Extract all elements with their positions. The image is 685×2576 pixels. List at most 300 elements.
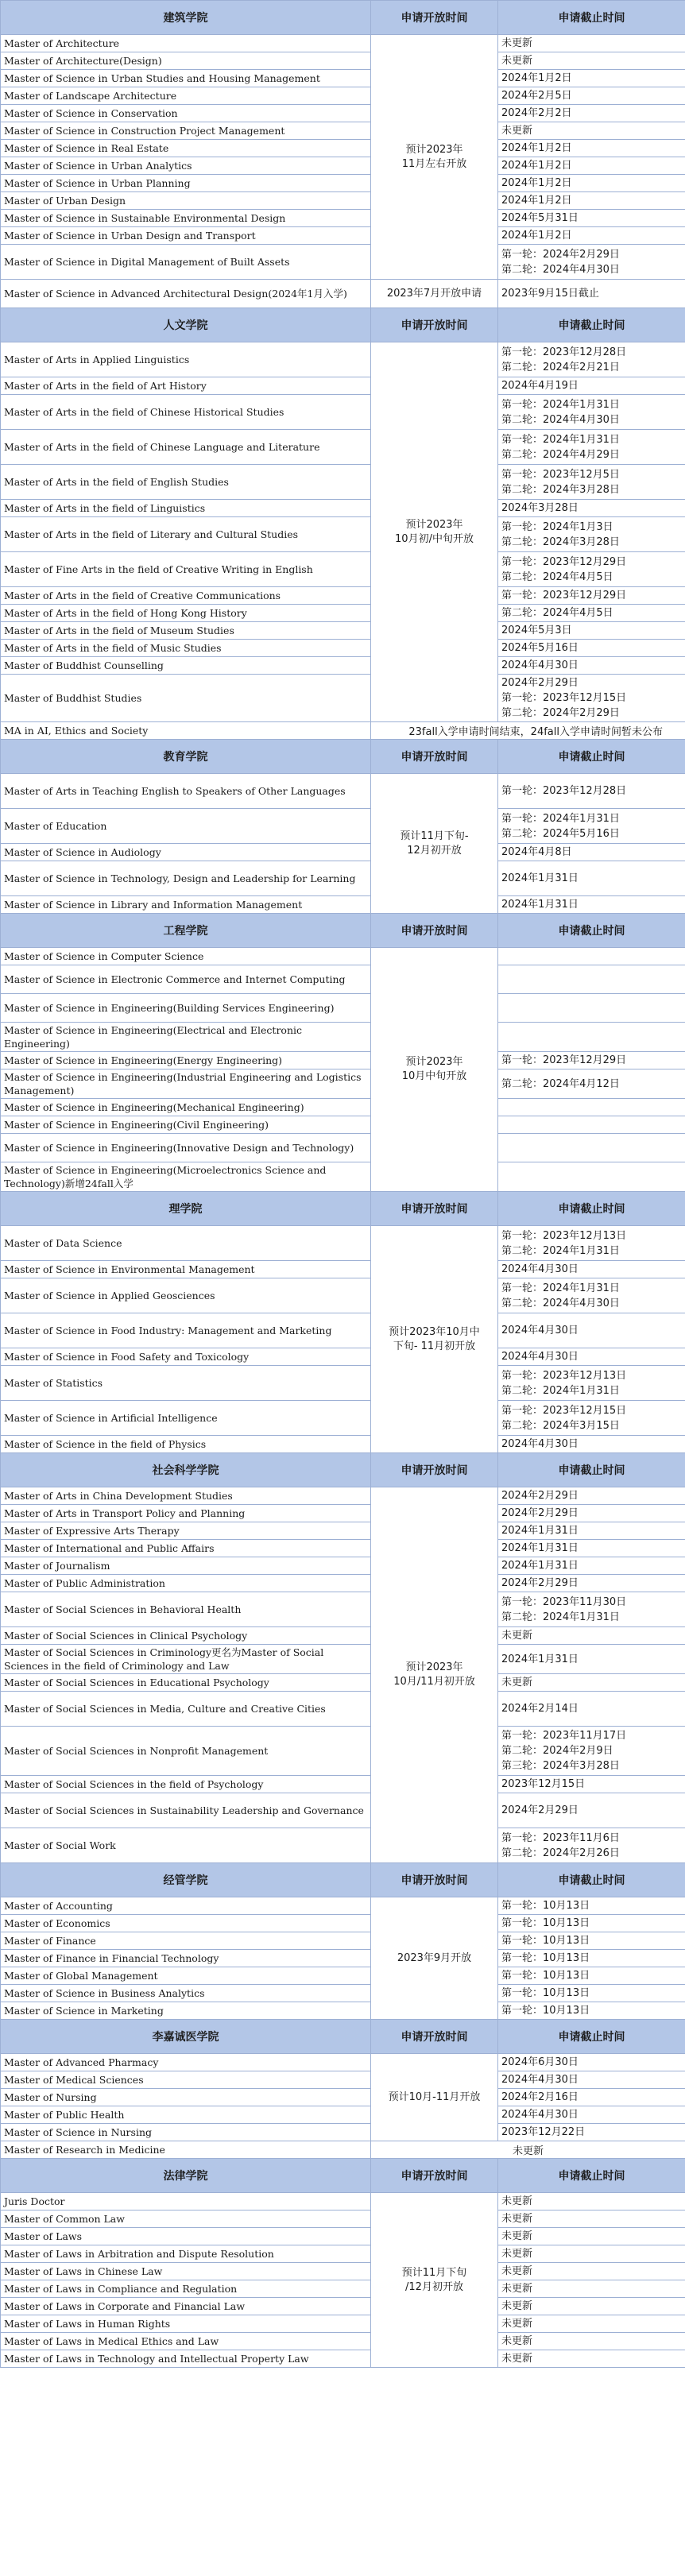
deadline-line: 第一轮：2023年12月15日 — [501, 692, 627, 704]
deadline-line: 2024年5月16日 — [501, 642, 579, 654]
deadline-line: 第二轮：2024年2月9日 — [501, 1745, 613, 1757]
deadline-line: 2024年2月29日 — [501, 1804, 579, 1816]
deadline — [498, 2193, 685, 2210]
deadline — [498, 1278, 685, 1313]
program-row — [1, 245, 685, 280]
program-row — [1, 809, 685, 844]
program-name: Master of Economics — [1, 1915, 371, 1932]
program-name: Master of Science in Engineering(Industrial Engineering and Logistics Management) — [1, 1069, 371, 1099]
deadline — [498, 1261, 685, 1278]
program-name: Master of Arts in the field of Museum Studies — [1, 622, 371, 640]
program-name: Master of Social Sciences in Educational Psychology — [1, 1674, 371, 1692]
deadline-line: 第三轮：2024年3月28日 — [501, 1760, 620, 1772]
program-name: Master of Arts in the field of Linguistics — [1, 500, 371, 517]
program-row — [1, 1557, 685, 1575]
open-time-line: /12月初开放 — [405, 2280, 463, 2293]
program-row — [1, 377, 685, 395]
deadline — [498, 1645, 685, 1674]
program-name: Master of Expressive Arts Therapy — [1, 1522, 371, 1540]
deadline — [498, 640, 685, 657]
deadline-line: 第一轮：10月13日 — [501, 1917, 590, 1929]
section-header-row — [1, 1, 685, 35]
deadline-line: 2024年2月29日 — [501, 1507, 579, 1519]
deadline — [498, 861, 685, 896]
deadline — [498, 1575, 685, 1592]
program-name: Master of Science in Real Estate — [1, 140, 371, 157]
program-name: Master of Arts in the field of Hong Kong History — [1, 605, 371, 622]
program-name: MA in AI, Ethics and Society — [1, 722, 371, 740]
program-name: Master of Social Sciences in the field of Psychology — [1, 1776, 371, 1793]
deadline-line: 2024年1月2日 — [501, 72, 572, 84]
deadline — [498, 587, 685, 605]
program-name: Master of Science in Computer Science — [1, 948, 371, 965]
program-row — [1, 552, 685, 587]
open-time-header: 申请开放时间 — [371, 2159, 498, 2193]
section-title: 理学院 — [1, 1192, 371, 1226]
section-header-row — [1, 1863, 685, 1897]
deadline-line: 2024年4月30日 — [501, 1438, 579, 1450]
deadline-line: 2024年6月30日 — [501, 2056, 579, 2068]
program-row — [1, 1592, 685, 1627]
program-row — [1, 2298, 685, 2315]
program-name: Master of Arts in the field of Creative Communications — [1, 587, 371, 605]
deadline-line: 第二轮：2024年1月31日 — [501, 1384, 620, 1397]
program-name: Master of Social Sciences in Criminology更名为Master of Social Sciences in the field of Criminology and Law — [1, 1645, 371, 1674]
deadline — [498, 192, 685, 210]
program-row — [1, 500, 685, 517]
program-row — [1, 1828, 685, 1863]
section-header-row — [1, 740, 685, 774]
deadline — [498, 965, 685, 994]
program-row — [1, 1313, 685, 1348]
section-header-row — [1, 2020, 685, 2054]
open-time-line: 预计11月下旬 — [401, 2266, 467, 2279]
deadline — [498, 2245, 685, 2263]
section-title: 人文学院 — [1, 308, 371, 342]
deadline — [498, 2350, 685, 2368]
program-row — [1, 2315, 685, 2333]
deadline — [498, 1401, 685, 1436]
program-name: Master of Social Sciences in Nonprofit Management — [1, 1727, 371, 1776]
section-header-row — [1, 308, 685, 342]
deadline-header: 申请截止时间 — [498, 1863, 685, 1897]
deadline-header: 申请截止时间 — [498, 1192, 685, 1226]
program-name: Master of Science in Business Analytics — [1, 1985, 371, 2002]
deadline — [498, 1727, 685, 1776]
footer-note: 未更新 — [371, 2141, 685, 2159]
deadline — [498, 245, 685, 280]
program-name: Master of Fine Arts in the field of Creative Writing in English — [1, 552, 371, 587]
deadline-line: 未更新 — [501, 2265, 533, 2277]
deadline — [498, 2002, 685, 2020]
deadline-line: 第一轮：2023年12月29日 — [501, 1054, 627, 1066]
deadline — [498, 122, 685, 140]
program-row — [1, 640, 685, 657]
deadline — [498, 280, 685, 308]
program-name: Master of Laws in Compliance and Regulation — [1, 2280, 371, 2298]
program-name: Master of Science in Electronic Commerce and Internet Computing — [1, 965, 371, 994]
program-name: Master of Arts in Applied Linguistics — [1, 342, 371, 377]
program-name: Master of Science in Engineering(Innovative Design and Technology) — [1, 1134, 371, 1162]
deadline-line: 第一轮：2023年12月5日 — [501, 468, 620, 481]
program-row — [1, 1692, 685, 1727]
program-row — [1, 395, 685, 430]
program-row — [1, 1366, 685, 1401]
deadline-line: 2023年9月15日截止 — [501, 288, 599, 300]
deadline-line: 2024年1月2日 — [501, 177, 572, 189]
program-row — [1, 2245, 685, 2263]
deadline — [498, 1674, 685, 1692]
program-name: Master of Global Management — [1, 1967, 371, 1985]
deadline-header: 申请截止时间 — [498, 2020, 685, 2054]
program-row — [1, 1950, 685, 1967]
deadline — [498, 52, 685, 70]
open-time — [371, 774, 498, 914]
deadline-line: 2024年5月31日 — [501, 212, 579, 224]
open-time-line: 预计11月下旬- — [400, 830, 469, 842]
open-time-line: 10月/11月初开放 — [393, 1676, 475, 1688]
program-name: Master of Public Health — [1, 2106, 371, 2124]
program-name: Master of Science in Urban Design and Transport — [1, 227, 371, 245]
footer-note: 23fall入学申请时间结束，24fall入学申请时间暂未公布 — [371, 722, 685, 740]
program-name: Master of Science in Engineering(Mechanical Engineering) — [1, 1099, 371, 1116]
open-time-line: 预计2023年 — [405, 1661, 463, 1673]
program-row — [1, 844, 685, 861]
deadline — [498, 342, 685, 377]
deadline-line: 第一轮：10月13日 — [501, 1900, 590, 1912]
deadline-line: 第二轮：2024年2月26日 — [501, 1847, 620, 1859]
deadline — [498, 1366, 685, 1401]
open-time-line: 11月左右开放 — [401, 157, 467, 170]
open-time-line: 预计2023年 — [405, 1056, 463, 1068]
deadline-line: 第一轮：10月13日 — [501, 1935, 590, 1947]
program-name: Master of Architecture — [1, 35, 371, 52]
deadline-header: 申请截止时间 — [498, 2159, 685, 2193]
deadline-line: 2024年2月29日 — [501, 677, 579, 689]
section-header-row — [1, 914, 685, 948]
deadline — [498, 1592, 685, 1627]
deadline — [498, 1505, 685, 1522]
program-row — [1, 948, 685, 965]
section-title: 李嘉诚医学院 — [1, 2020, 371, 2054]
deadline-header: 申请截止时间 — [498, 1453, 685, 1487]
program-row — [1, 70, 685, 87]
program-row — [1, 994, 685, 1023]
program-name: Master of Social Sciences in Clinical Psychology — [1, 1627, 371, 1645]
program-name: Master of Science in Applied Geosciences — [1, 1278, 371, 1313]
deadline-line: 第一轮：10月13日 — [501, 1970, 590, 1982]
deadline-line: 第二轮：2024年4月30日 — [501, 263, 620, 276]
program-name: Master of Landscape Architecture — [1, 87, 371, 105]
deadline-line: 未更新 — [501, 2248, 533, 2260]
deadline — [498, 87, 685, 105]
program-name: Master of Science in Digital Management of Built Assets — [1, 245, 371, 280]
deadline — [498, 70, 685, 87]
open-time-header: 申请开放时间 — [371, 1192, 498, 1226]
deadline-line: 第二轮：2024年5月16日 — [501, 827, 620, 840]
deadline-line: 2024年1月31日 — [501, 1653, 579, 1665]
deadline-line: 第二轮：2024年2月29日 — [501, 707, 620, 719]
program-row — [1, 1505, 685, 1522]
program-row — [1, 2263, 685, 2280]
open-time-header: 申请开放时间 — [371, 1453, 498, 1487]
deadline-line: 2024年4月30日 — [501, 659, 579, 671]
program-row — [1, 1674, 685, 1692]
program-row — [1, 896, 685, 914]
deadline-line: 第一轮：2023年12月13日 — [501, 1369, 627, 1382]
deadline — [498, 1967, 685, 1985]
program-name: Master of Science in Engineering(Energy Engineering) — [1, 1052, 371, 1069]
program-row — [1, 657, 685, 675]
open-time-line: 预计2023年 — [405, 143, 463, 156]
program-name: Master of Data Science — [1, 1226, 371, 1261]
deadline — [498, 1915, 685, 1932]
deadline-line: 2024年1月31日 — [501, 872, 579, 884]
deadline — [498, 1897, 685, 1915]
deadline — [498, 2280, 685, 2298]
program-row — [1, 2054, 685, 2071]
program-row — [1, 2210, 685, 2228]
deadline — [498, 395, 685, 430]
section-title: 教育学院 — [1, 740, 371, 774]
deadline — [498, 1692, 685, 1727]
program-row — [1, 342, 685, 377]
deadline — [498, 622, 685, 640]
deadline-line: 第一轮：10月13日 — [501, 2005, 590, 2017]
deadline-header: 申请截止时间 — [498, 1, 685, 35]
deadline — [498, 105, 685, 122]
program-name: Master of Science in Advanced Architectural Design(2024年1月入学) — [1, 280, 371, 308]
open-time — [371, 35, 498, 280]
open-time-line: 预计2023年 — [405, 518, 463, 531]
deadline — [498, 1162, 685, 1192]
open-time — [371, 280, 498, 308]
program-row — [1, 87, 685, 105]
program-name: Master of Arts in the field of Chinese Language and Literature — [1, 430, 371, 465]
open-time — [371, 2054, 498, 2141]
deadline-line: 2023年12月22日 — [501, 2126, 586, 2138]
deadline — [498, 1023, 685, 1052]
program-row — [1, 52, 685, 70]
program-name: Master of Science in Urban Planning — [1, 175, 371, 192]
program-name: Master of Social Sciences in Sustainability Leadership and Governance — [1, 1793, 371, 1828]
deadline-line: 未更新 — [501, 2353, 533, 2365]
program-name: Master of Science in Environmental Management — [1, 1261, 371, 1278]
deadline-line: 第二轮：2024年2月21日 — [501, 361, 620, 373]
deadline-line: 2024年4月8日 — [501, 846, 572, 858]
program-row — [1, 1116, 685, 1134]
program-name: Juris Doctor — [1, 2193, 371, 2210]
deadline-line: 2024年5月3日 — [501, 625, 572, 636]
program-name: Master of Arts in Teaching English to Speakers of Other Languages — [1, 774, 371, 809]
open-time-header: 申请开放时间 — [371, 1, 498, 35]
program-row — [1, 622, 685, 640]
deadline — [498, 1313, 685, 1348]
deadline — [498, 2106, 685, 2124]
program-row — [1, 1897, 685, 1915]
open-time — [371, 1487, 498, 1863]
deadline — [498, 552, 685, 587]
deadline — [498, 1627, 685, 1645]
deadline-line: 2024年4月30日 — [501, 2109, 579, 2121]
program-name: Master of Buddhist Counselling — [1, 657, 371, 675]
deadline — [498, 1985, 685, 2002]
deadline-line: 第二轮：2024年1月31日 — [501, 1244, 620, 1257]
deadline-line: 2024年2月16日 — [501, 2091, 579, 2103]
deadline-line: 2024年1月31日 — [501, 899, 579, 911]
program-row — [1, 2106, 685, 2124]
program-name: Master of Arts in the field of Chinese Historical Studies — [1, 395, 371, 430]
program-name: Master of Laws in Medical Ethics and Law — [1, 2333, 371, 2350]
section-header-row — [1, 1453, 685, 1487]
program-name: Master of Social Work — [1, 1828, 371, 1863]
deadline — [498, 2263, 685, 2280]
deadline-header: 申请截止时间 — [498, 308, 685, 342]
deadline — [498, 2089, 685, 2106]
program-row — [1, 2350, 685, 2368]
deadline-line: 未更新 — [501, 2335, 533, 2347]
open-time — [371, 1226, 498, 1453]
deadline-line: 第一轮：2023年12月29日 — [501, 590, 627, 601]
program-name: Master of Common Law — [1, 2210, 371, 2228]
open-time-line: 预计2023年10月中 — [389, 1325, 480, 1338]
program-row — [1, 192, 685, 210]
deadline-line: 第二轮：2024年4月30日 — [501, 1297, 620, 1309]
deadline-line: 未更新 — [501, 55, 533, 67]
deadline-line: 第一轮：2023年12月28日 — [501, 785, 627, 797]
deadline-line: 未更新 — [501, 2283, 533, 2295]
deadline-line: 第二轮：2024年4月5日 — [501, 571, 613, 583]
program-name: Master of Research in Medicine — [1, 2141, 371, 2159]
section-title: 法律学院 — [1, 2159, 371, 2193]
program-row — [1, 605, 685, 622]
deadline-line: 未更新 — [501, 1677, 533, 1688]
deadline — [498, 517, 685, 552]
program-name: Master of Laws in Arbitration and Dispute Resolution — [1, 2245, 371, 2263]
program-name: Master of Science in Sustainable Environmental Design — [1, 210, 371, 227]
program-name: Master of Arts in China Development Studies — [1, 1487, 371, 1505]
program-name: Master of Science in Food Safety and Toxicology — [1, 1348, 371, 1366]
program-name: Master of Laws — [1, 2228, 371, 2245]
deadline-line: 2024年4月30日 — [501, 1263, 579, 1275]
deadline-line: 2024年4月19日 — [501, 380, 579, 392]
deadline — [498, 1540, 685, 1557]
program-row — [1, 517, 685, 552]
program-name: Master of Arts in the field of English Studies — [1, 465, 371, 500]
footer-row — [1, 2141, 685, 2159]
program-name: Master of Science in Audiology — [1, 844, 371, 861]
deadline-line: 第二轮：2024年4月30日 — [501, 413, 620, 426]
deadline-line: 2024年2月29日 — [501, 1490, 579, 1502]
deadline-line: 第一轮：2023年11月30日 — [501, 1595, 627, 1608]
deadline — [498, 1793, 685, 1828]
program-name: Master of Science in Marketing — [1, 2002, 371, 2020]
deadline-line: 2024年4月30日 — [501, 2074, 579, 2086]
deadline-line: 未更新 — [501, 2318, 533, 2330]
deadline — [498, 1134, 685, 1162]
program-row — [1, 210, 685, 227]
deadline — [498, 1099, 685, 1116]
deadline-line: 未更新 — [501, 1630, 533, 1642]
program-row — [1, 35, 685, 52]
program-row — [1, 280, 685, 308]
deadline-line: 第一轮：2023年11月17日 — [501, 1730, 627, 1742]
deadline-line: 第一轮：10月13日 — [501, 1952, 590, 1964]
program-name: Master of International and Public Affairs — [1, 1540, 371, 1557]
deadline-line: 未更新 — [501, 2300, 533, 2312]
deadline — [498, 1348, 685, 1366]
program-name: Master of Science in Urban Analytics — [1, 157, 371, 175]
program-row — [1, 1915, 685, 1932]
deadline — [498, 657, 685, 675]
deadline-line: 未更新 — [501, 2195, 533, 2207]
deadline — [498, 2210, 685, 2228]
deadline-line: 未更新 — [501, 37, 533, 49]
program-name: Master of Buddhist Studies — [1, 675, 371, 722]
program-row — [1, 1436, 685, 1453]
deadline — [498, 157, 685, 175]
deadline — [498, 500, 685, 517]
deadline — [498, 2071, 685, 2089]
program-name: Master of Statistics — [1, 1366, 371, 1401]
deadline-line: 2024年1月2日 — [501, 160, 572, 172]
program-name: Master of Nursing — [1, 2089, 371, 2106]
program-name: Master of Science in Conservation — [1, 105, 371, 122]
program-row — [1, 1134, 685, 1162]
program-name: Master of Social Sciences in Media, Culture and Creative Cities — [1, 1692, 371, 1727]
program-row — [1, 105, 685, 122]
deadline — [498, 896, 685, 914]
program-name: Master of Science in Engineering(Electrical and Electronic Engineering) — [1, 1023, 371, 1052]
program-row — [1, 965, 685, 994]
program-name: Master of Social Sciences in Behavioral Health — [1, 1592, 371, 1627]
open-time-line: 12月初开放 — [407, 844, 462, 857]
deadline-line: 2024年1月2日 — [501, 230, 572, 242]
program-row — [1, 1540, 685, 1557]
program-name: Master of Accounting — [1, 1897, 371, 1915]
program-row — [1, 465, 685, 500]
deadline — [498, 465, 685, 500]
program-row — [1, 587, 685, 605]
program-row — [1, 2228, 685, 2245]
program-row — [1, 1023, 685, 1052]
program-name: Master of Finance in Financial Technology — [1, 1950, 371, 1967]
program-row — [1, 1162, 685, 1192]
deadline — [498, 948, 685, 965]
program-row — [1, 2333, 685, 2350]
deadline-line: 2023年12月15日 — [501, 1778, 586, 1790]
section-header-row — [1, 1192, 685, 1226]
program-row — [1, 2002, 685, 2020]
program-name: Master of Public Administration — [1, 1575, 371, 1592]
deadline-line: 第二轮：2024年4月29日 — [501, 448, 620, 461]
program-row — [1, 675, 685, 722]
program-name: Master of Arts in Transport Policy and Planning — [1, 1505, 371, 1522]
program-row — [1, 2280, 685, 2298]
deadline — [498, 1226, 685, 1261]
open-time-header: 申请开放时间 — [371, 1863, 498, 1897]
program-name: Master of Urban Design — [1, 192, 371, 210]
deadline-line: 第二轮：2024年4月12日 — [501, 1077, 620, 1090]
deadline — [498, 1052, 685, 1069]
open-time-header: 申请开放时间 — [371, 2020, 498, 2054]
program-name: Master of Medical Sciences — [1, 2071, 371, 2089]
program-row — [1, 1967, 685, 1985]
deadline-line: 第二轮：2024年1月31日 — [501, 1611, 620, 1623]
open-time-header: 申请开放时间 — [371, 740, 498, 774]
deadline-line: 未更新 — [501, 2230, 533, 2242]
deadline-line: 第一轮：2024年1月31日 — [501, 1282, 620, 1294]
